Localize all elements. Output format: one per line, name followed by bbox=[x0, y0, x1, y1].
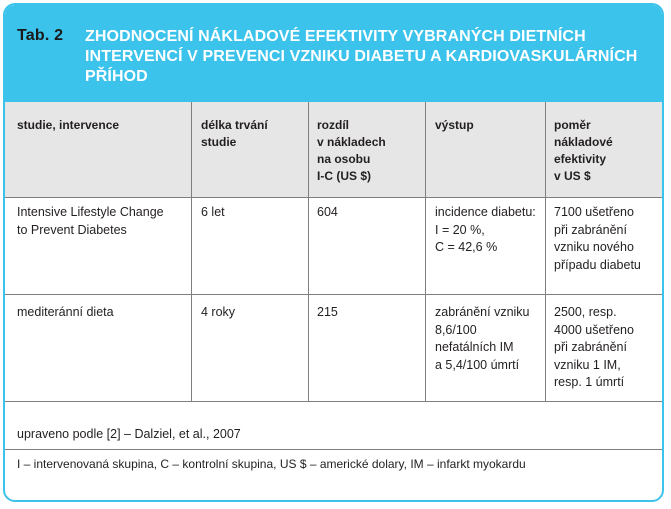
table-cell: incidence diabetu: I = 20 %, C = 42,6 % bbox=[435, 205, 536, 254]
table-title: ZHODNOCENÍ NÁKLADOVÉ EFEKTIVITY VYBRANÝCH DIETNÍCH INTERVENCÍ V PREVENCI VZNIKU DIABETU A KARDIOVASKULÁRNÍCH PŘÍHOD bbox=[85, 28, 638, 85]
footnote-divider bbox=[5, 449, 662, 450]
row-divider bbox=[5, 294, 662, 295]
column-header-cost-difference: rozdíl v nákladech na osobu I-C (US $) bbox=[317, 118, 386, 183]
column-divider bbox=[545, 102, 546, 401]
table-frame bbox=[3, 3, 664, 502]
column-header-cost-effectiveness: poměr nákladové efektivity v US $ bbox=[554, 118, 613, 183]
column-divider bbox=[191, 102, 192, 401]
column-header-row bbox=[5, 102, 662, 197]
column-header-outcome: výstup bbox=[435, 118, 474, 132]
abbreviation-legend: I – intervenovaná skupina, C – kontrolní skupina, US $ – americké dolary, IM – infarkt myokardu bbox=[17, 457, 526, 471]
column-divider bbox=[308, 102, 309, 401]
row-divider bbox=[5, 197, 662, 198]
column-divider bbox=[425, 102, 426, 401]
table-cell: 604 bbox=[317, 205, 338, 219]
table-cell: 7100 ušetřeno při zabránění vzniku nového případu diabetu bbox=[554, 205, 641, 272]
table-header-bar bbox=[5, 5, 662, 102]
column-header-study: studie, intervence bbox=[17, 118, 120, 132]
column-header-duration: délka trvání studie bbox=[201, 118, 268, 149]
table-cell: 6 let bbox=[201, 205, 225, 219]
table-cell: Intensive Lifestyle Change to Prevent Diabetes bbox=[17, 205, 164, 237]
table-number-label: Tab. 2 bbox=[17, 27, 64, 44]
table-bottom-divider bbox=[5, 401, 662, 402]
table-cell: zabránění vzniku 8,6/100 nefatálních IM a 5,4/100 úmrtí bbox=[435, 305, 530, 372]
table-cell: 2500, resp. 4000 ušetřeno při zabránění vzniku 1 IM, resp. 1 úmrtí bbox=[554, 305, 634, 389]
table-cell: 215 bbox=[317, 305, 338, 319]
table-cell: 4 roky bbox=[201, 305, 236, 319]
source-note: upraveno podle [2] – Dalziel, et al., 2007 bbox=[17, 427, 241, 441]
table-cell: mediteránní dieta bbox=[17, 305, 114, 319]
